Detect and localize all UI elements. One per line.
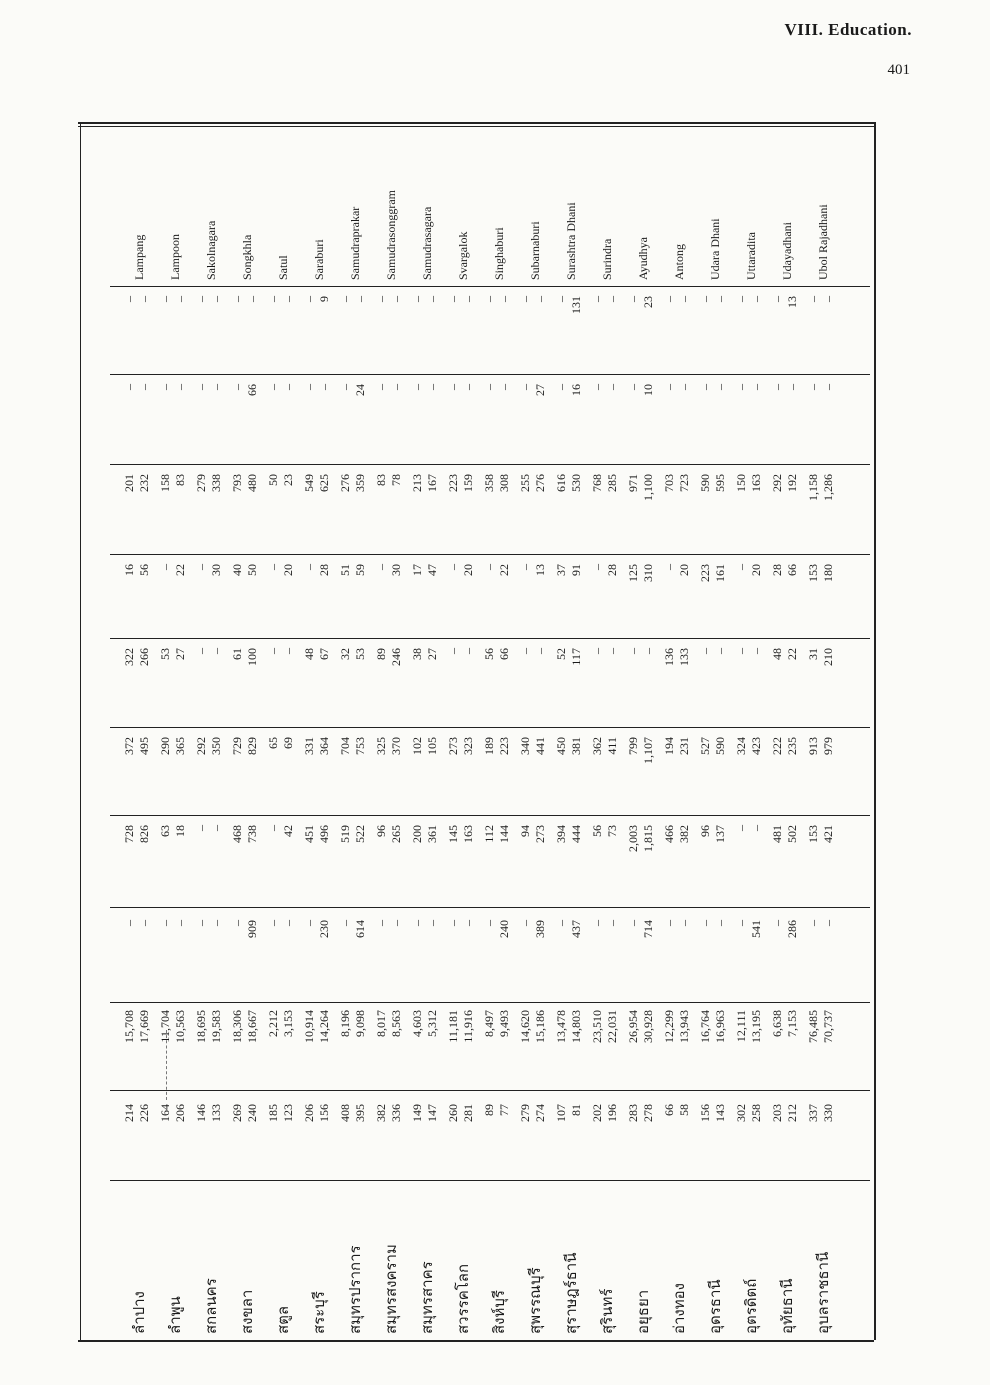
province-english: Udara Dhani [708,218,722,280]
col2-value: 11,181 11,916 [446,1010,475,1043]
col6-value: 52 117 [554,648,583,666]
province-english: Samudrasonggram [384,190,398,280]
table-row [518,125,554,1340]
col1-value: 214 226 [122,1104,151,1122]
table-row [734,125,770,1340]
province-thai: อุตรดิตถ์ [742,1278,760,1334]
table-row [266,125,302,1340]
col2-value: 12,111 13,195 [734,1010,763,1043]
col9-value: – 24 [338,384,367,396]
province-english: Uttaradita [744,232,758,280]
col4-value: 96 137 [698,825,727,843]
col8-value: 50 23 [266,474,295,486]
col1-value: 164 206 [158,1104,187,1122]
province-english: Surashtra Dhani [564,202,578,280]
col1-value: 185 123 [266,1104,295,1122]
province-thai: อุบลราชธานี [814,1251,832,1334]
province-english: Ayudhya [636,237,650,280]
col10-value: – – [482,296,511,302]
col2-value: 26,954 30,928 [626,1010,655,1043]
col3-value: – 909 [230,920,259,938]
col8-value: 279 338 [194,474,223,492]
col3-value: – – [446,920,475,926]
table-row [158,125,194,1340]
col8-value: 223 159 [446,474,475,492]
province-english: Udayadhani [780,222,794,280]
col7-value: 153 180 [806,564,835,582]
col8-value: 150 163 [734,474,763,492]
col7-value: – 20 [734,564,763,576]
col1-value: 283 278 [626,1104,655,1122]
col2-value: 11,704 10,563 [158,1010,187,1043]
col4-value: 728 826 [122,825,151,843]
col10-value: – – [662,296,691,302]
table-row [626,125,662,1340]
col7-value: 125 310 [626,564,655,582]
col7-value: 16 56 [122,564,151,576]
col8-value: 590 595 [698,474,727,492]
col5-value: 362 411 [590,737,619,755]
province-thai: สุพรรณบุรี [526,1267,544,1334]
col1-value: 66 58 [662,1104,691,1116]
col8-value: 83 78 [374,474,403,486]
col8-value: 358 308 [482,474,511,492]
col6-value: 38 27 [410,648,439,660]
col5-value: 292 350 [194,737,223,755]
col4-value: 200 361 [410,825,439,843]
col2-value: 8,196 9,098 [338,1010,367,1037]
col2-value: 18,306 18,667 [230,1010,259,1043]
col8-value: 793 480 [230,474,259,492]
col5-value: 372 495 [122,737,151,755]
province-thai: สระบุรี [310,1291,328,1334]
col8-value: 703 723 [662,474,691,492]
col7-value: 17 47 [410,564,439,576]
col5-value: 704 753 [338,737,367,755]
col4-value: 94 273 [518,825,547,843]
col1-value: 408 395 [338,1104,367,1122]
province-english: Lampang [132,234,146,280]
col3-value: – 714 [626,920,655,938]
col8-value: 971 1,100 [626,474,655,501]
table-right-border [874,122,876,1340]
table-row [806,125,842,1340]
col2-value: 10,914 14,264 [302,1010,331,1043]
col4-value: 153 421 [806,825,835,843]
col2-value: 2,212 3,153 [266,1010,295,1037]
table-top-rule [78,122,874,124]
col5-value: 189 223 [482,737,511,755]
col5-value: 273 323 [446,737,475,755]
col6-value: 31 210 [806,648,835,666]
col1-value: 302 258 [734,1104,763,1122]
col6-value: 136 133 [662,648,691,666]
col9-value: – – [122,384,151,390]
col4-value: – 42 [266,825,295,837]
page-number: 401 [887,62,910,78]
col1-value: 203 212 [770,1104,799,1122]
col3-value: – – [698,920,727,926]
col2-value: 8,497 9,493 [482,1010,511,1037]
table-row [410,125,446,1340]
col6-value: 61 100 [230,648,259,666]
province-english: Samudraprakar [348,206,362,280]
col9-value: – – [446,384,475,390]
col7-value: 28 66 [770,564,799,576]
col10-value: – 9 [302,296,331,302]
table-left-border [80,122,81,1340]
col2-value: 16,764 16,963 [698,1010,727,1043]
col9-value: – – [194,384,223,390]
col3-value: – – [122,920,151,926]
table-row [230,125,266,1340]
col8-value: 158 83 [158,474,187,492]
col3-value: – 541 [734,920,763,938]
col6-value: – – [266,648,295,654]
table-bottom-rule [78,1340,874,1342]
province-english: Lampoon [168,234,182,280]
col8-value: 255 276 [518,474,547,492]
col10-value: – – [230,296,259,302]
col9-value: – – [266,384,295,390]
col2-value: 6,638 7,153 [770,1010,799,1037]
page-header-title: VIII. Education. [784,20,912,39]
col8-value: 768 285 [590,474,619,492]
col5-value: 729 829 [230,737,259,755]
province-thai: อ่างทอง [670,1283,688,1334]
table-row [482,125,518,1340]
province-english: Samudrasagara [420,206,434,280]
col5-value: 527 590 [698,737,727,755]
province-thai: สมุทรสงคราม [382,1244,400,1334]
table-row [122,125,158,1340]
col9-value: – – [302,384,331,390]
col10-value: – – [806,296,835,302]
col1-value: 279 274 [518,1104,547,1122]
province-english: Songkhla [240,234,254,280]
table-row [446,125,482,1340]
col1-value: 89 77 [482,1104,511,1116]
col7-value: – 30 [374,564,403,576]
col4-value: – – [734,825,763,831]
col10-value: – – [698,296,727,302]
province-thai: สุราษฎร์ธานี [562,1252,580,1334]
col9-value: – – [410,384,439,390]
col6-value: 48 67 [302,648,331,660]
col7-value: 40 50 [230,564,259,576]
col7-value: – 20 [446,564,475,576]
col5-value: 913 979 [806,737,835,755]
col3-value: – 614 [338,920,367,938]
col3-value: – – [158,920,187,926]
col9-value: – – [806,384,835,390]
table-row [302,125,338,1340]
province-english: Antong [672,244,686,280]
table-row [338,125,374,1340]
col5-value: 799 1,107 [626,737,655,764]
province-thai: สุรินทร์ [598,1288,616,1334]
province-thai: สตูล [274,1305,292,1334]
table-row [662,125,698,1340]
col2-value: 15,708 17,669 [122,1010,151,1043]
province-thai: อยุธยา [634,1289,652,1334]
province-thai: อุดรธานี [706,1279,724,1334]
col3-value: – – [374,920,403,926]
province-thai: สิงห์บุรี [490,1290,508,1334]
col4-value: 63 18 [158,825,187,837]
table-row [194,125,230,1340]
province-english: Singhaburi [492,227,506,280]
col6-value: 322 266 [122,648,151,666]
col7-value: – 20 [662,564,691,576]
col2-value: 12,299 13,943 [662,1010,691,1043]
col10-value: – – [590,296,619,302]
col1-value: 107 81 [554,1104,583,1122]
col3-value: – – [194,920,223,926]
col6-value: – – [734,648,763,654]
col5-value: 340 441 [518,737,547,755]
col3-value: – – [266,920,295,926]
col7-value: – 22 [158,564,187,576]
col9-value: – 27 [518,384,547,396]
col8-value: 549 625 [302,474,331,492]
province-english: Surindra [600,238,614,280]
table-row [554,125,590,1340]
col9-value: – – [770,384,799,390]
col4-value: 56 73 [590,825,619,837]
col6-value: – – [626,648,655,654]
province-thai: สงขลา [238,1289,256,1334]
col5-value: 102 105 [410,737,439,755]
col10-value: – – [158,296,187,302]
col1-value: 269 240 [230,1104,259,1122]
col9-value: – 16 [554,384,583,396]
col8-value: 213 167 [410,474,439,492]
col5-value: 222 235 [770,737,799,755]
col9-value: – – [734,384,763,390]
col7-value: – 13 [518,564,547,576]
province-thai: สมุทรปราการ [346,1245,364,1334]
col2-value: 18,695 19,583 [194,1010,223,1043]
col4-value: 481 502 [770,825,799,843]
col6-value: 89 246 [374,648,403,666]
col10-value: – – [410,296,439,302]
col9-value: – – [698,384,727,390]
col10-value: – – [518,296,547,302]
col5-value: 194 231 [662,737,691,755]
col4-value: – – [194,825,223,831]
col7-value: 51 59 [338,564,367,576]
col2-value: 23,510 22,031 [590,1010,619,1043]
col9-value: – – [590,384,619,390]
province-thai: ลำพูน [166,1296,184,1334]
col5-value: 324 423 [734,737,763,755]
col4-value: 96 265 [374,825,403,843]
col10-value: – – [374,296,403,302]
col2-value: 4,603 5,312 [410,1010,439,1037]
col6-value: – – [590,648,619,654]
province-english: Subarnaburi [528,221,542,280]
province-english: Svargalok [456,231,470,280]
col10-value: – – [446,296,475,302]
col1-value: 382 336 [374,1104,403,1122]
col1-value: 146 133 [194,1104,223,1122]
col10-value: – – [194,296,223,302]
col7-value: – 20 [266,564,295,576]
province-thai: สมุทรสาคร [418,1261,436,1334]
col5-value: 290 365 [158,737,187,755]
col9-value: – – [662,384,691,390]
province-thai: ลำปาง [130,1291,148,1334]
col3-value: – 389 [518,920,547,938]
col2-value: 14,620 15,186 [518,1010,547,1043]
col4-value: 2,003 1,815 [626,825,655,852]
col3-value: – – [806,920,835,926]
col6-value: – – [698,648,727,654]
col10-value: – – [122,296,151,302]
province-thai: สกลนคร [202,1278,220,1334]
rotated-table [82,125,847,1340]
table-row [770,125,806,1340]
col8-value: 292 192 [770,474,799,492]
col3-value: – – [590,920,619,926]
col7-value: – 30 [194,564,223,576]
table-row [590,125,626,1340]
col1-value: 149 147 [410,1104,439,1122]
col4-value: 394 444 [554,825,583,843]
col10-value: – 13 [770,296,799,308]
col8-value: 201 232 [122,474,151,492]
table-row [374,125,410,1340]
col6-value: – – [518,648,547,654]
province-thai: อุทัยธานี [778,1278,796,1334]
province-english: Satul [276,255,290,280]
col2-value: 13,478 14,803 [554,1010,583,1043]
col3-value: – – [662,920,691,926]
col4-value: 112 144 [482,825,511,843]
col9-value: – – [158,384,187,390]
col8-value: 616 530 [554,474,583,492]
province-thai: สวรรคโลก [454,1263,472,1334]
col7-value: – 28 [302,564,331,576]
col7-value: 223 161 [698,564,727,582]
col8-value: 276 359 [338,474,367,492]
col10-value: – 23 [626,296,655,308]
col6-value: 48 22 [770,648,799,660]
table-row [698,125,734,1340]
col6-value: 32 53 [338,648,367,660]
province-english: Saraburi [312,239,326,280]
col7-value: – 22 [482,564,511,576]
col3-value: – – [410,920,439,926]
col3-value: – 286 [770,920,799,938]
col6-value: 53 27 [158,648,187,660]
col5-value: 325 370 [374,737,403,755]
col4-value: 466 382 [662,825,691,843]
col1-value: 337 330 [806,1104,835,1122]
col2-value: 76,485 70,737 [806,1010,835,1043]
col10-value: – – [338,296,367,302]
col6-value: – – [194,648,223,654]
province-english: Sakolnagara [204,220,218,280]
col4-value: 451 496 [302,825,331,843]
col9-value: – – [482,384,511,390]
col4-value: 145 163 [446,825,475,843]
col1-value: 260 281 [446,1104,475,1122]
col3-value: – 437 [554,920,583,938]
col8-value: 1,158 1,286 [806,474,835,501]
col6-value: 56 66 [482,648,511,660]
col1-value: 206 156 [302,1104,331,1122]
col2-value: 8,017 8,563 [374,1010,403,1037]
col4-value: 468 738 [230,825,259,843]
col7-value: 37 91 [554,564,583,576]
col3-value: – 240 [482,920,511,938]
col6-value: – – [446,648,475,654]
col1-value: 156 143 [698,1104,727,1122]
col9-value: – 10 [626,384,655,396]
col1-value: 202 196 [590,1104,619,1122]
province-english: Ubol Rajadhani [816,204,830,280]
col9-value: – – [374,384,403,390]
col5-value: 65 69 [266,737,295,749]
col4-value: 519 522 [338,825,367,843]
col10-value: – 131 [554,296,583,314]
col5-value: 450 381 [554,737,583,755]
col7-value: – 28 [590,564,619,576]
col9-value: – 66 [230,384,259,396]
col3-value: – 230 [302,920,331,938]
col10-value: – – [734,296,763,302]
col5-value: 331 364 [302,737,331,755]
col10-value: – – [266,296,295,302]
